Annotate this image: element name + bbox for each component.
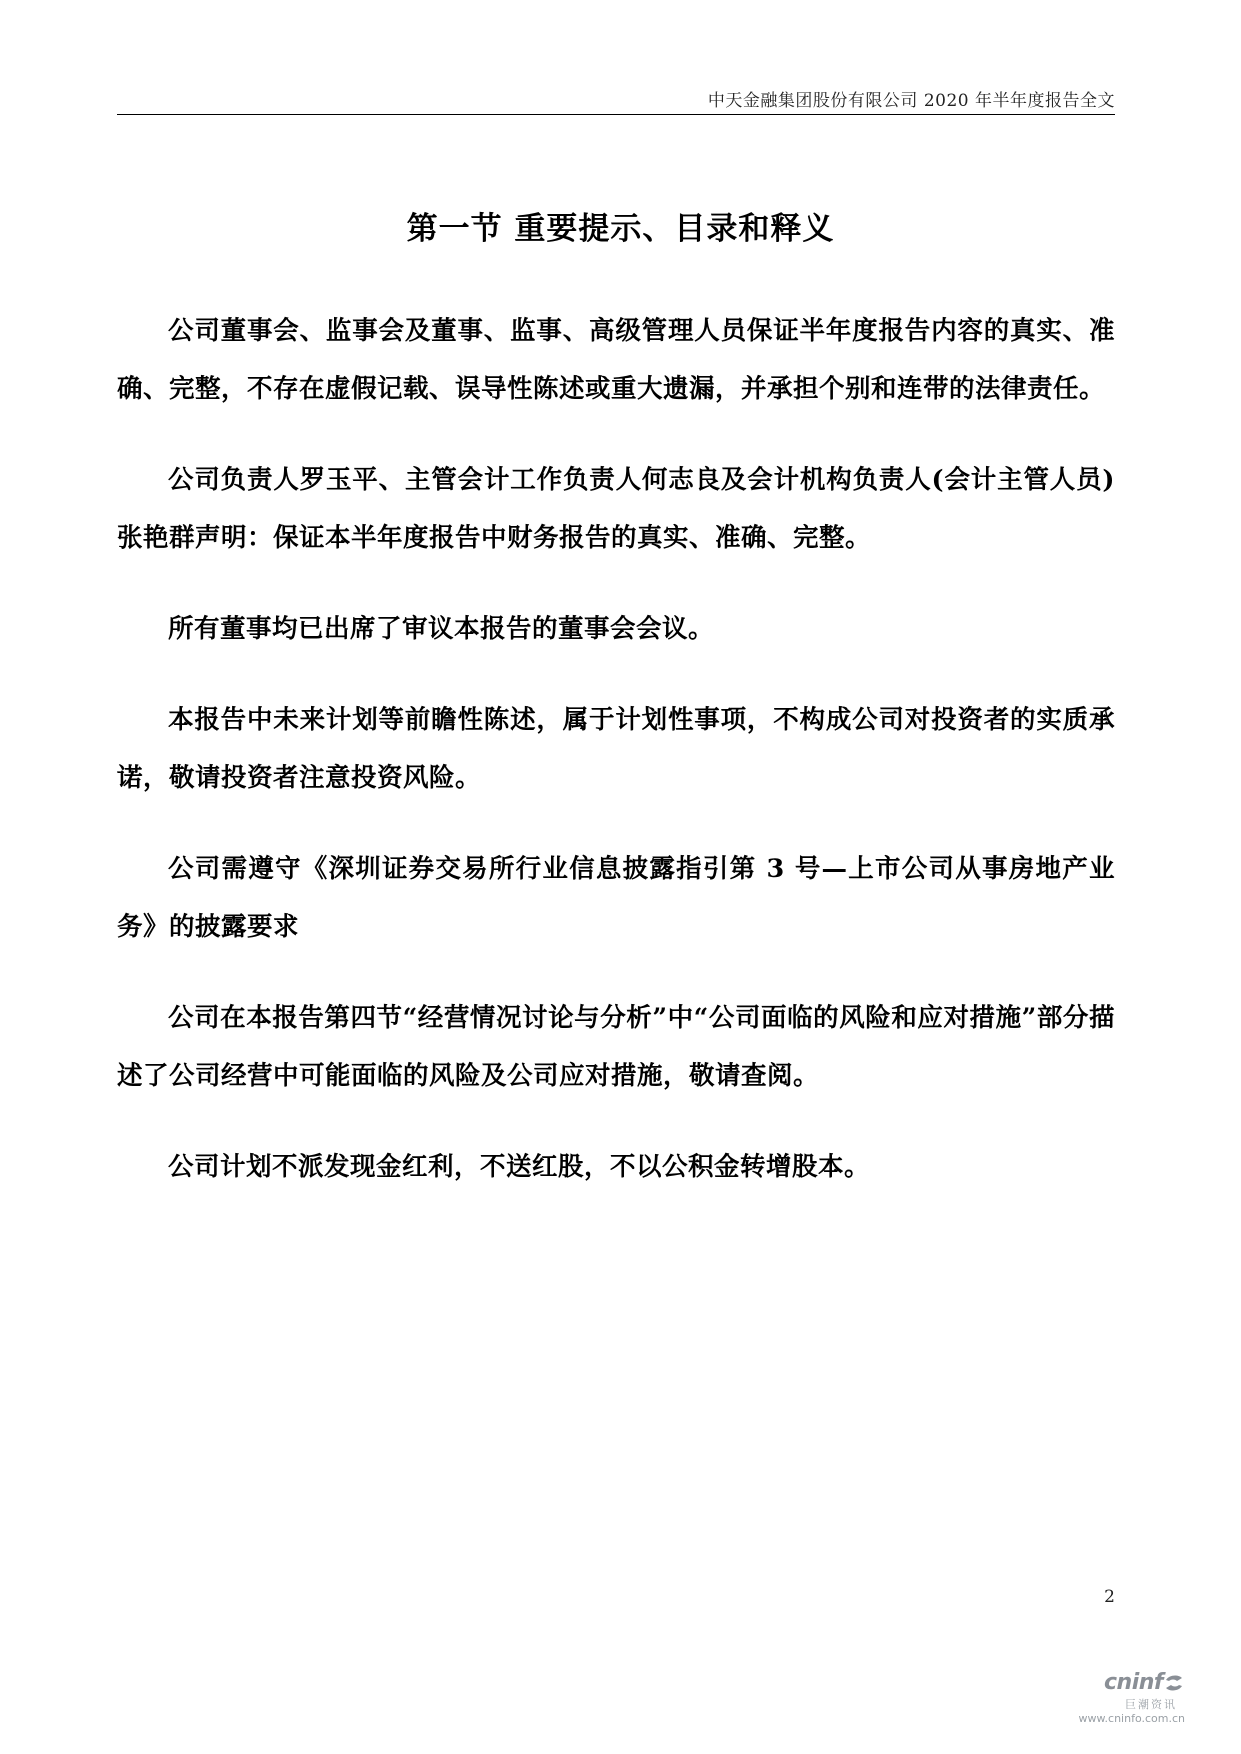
paragraph-board-attendance: 所有董事均已出席了审议本报告的董事会会议。: [168, 614, 715, 644]
header-divider: [117, 114, 1115, 115]
paragraph-dividend-plan: 公司计划不派发现金红利，不送红股，不以公积金转增股本。: [168, 1152, 871, 1182]
cninfo-logo-text: cninf: [1104, 1670, 1163, 1695]
cninfo-watermark: [1025, 1670, 1185, 1730]
paragraph-forward-looking: 本报告中未来计划等前瞻性陈述，属于计划性事项，不构成公司对投资者的实质承诺，敬请投资者注意投资风险。: [117, 705, 1115, 793]
cninfo-logo: [1104, 1670, 1185, 1695]
section-title: 第一节 重要提示、目录和释义: [406, 211, 835, 247]
cninfo-subtitle: 巨潮资讯: [1125, 1698, 1177, 1711]
paragraph-disclosure-guideline: 公司需遵守《深圳证券交易所行业信息披露指引第 3 号—上市公司从事房地产业务》的披露要求: [117, 854, 1115, 942]
paragraph-risk-reference: 公司在本报告第四节“经营情况讨论与分析”中“公司面临的风险和应对措施”部分描述了公司经营中可能面临的风险及公司应对措施，敬请查阅。: [117, 1003, 1115, 1091]
cninfo-site: www.cninfo.com.cn: [1078, 1712, 1185, 1725]
cninfo-swirl-icon: [1163, 1672, 1185, 1694]
paragraph-responsibility-statement: 公司董事会、监事会及董事、监事、高级管理人员保证半年度报告内容的真实、准确、完整，不存在虚假记载、误导性陈述或重大遗漏，并承担个别和连带的法律责任。: [117, 316, 1115, 404]
paragraph-financial-declaration: 公司负责人罗玉平、主管会计工作负责人何志良及会计机构负责人(会计主管人员)张艳群声明：保证本半年度报告中财务报告的真实、准确、完整。: [117, 465, 1115, 553]
page-number: 2: [1104, 1587, 1115, 1607]
body-text: [117, 302, 1115, 1229]
running-header: 中天金融集团股份有限公司 2020 年半年度报告全文: [707, 91, 1115, 111]
